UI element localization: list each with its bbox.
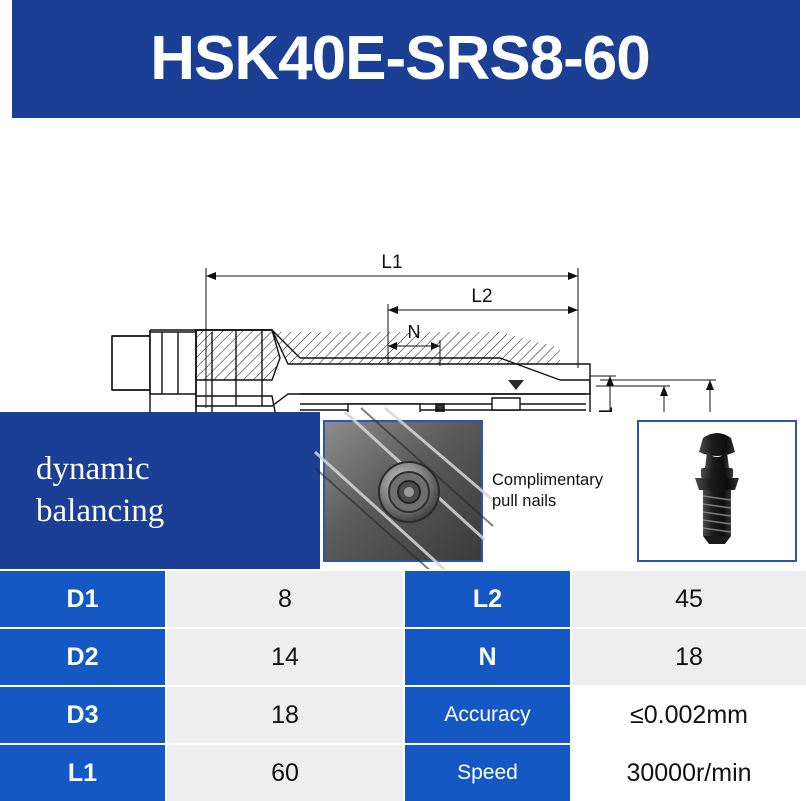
shaft-photo-graphic (325, 422, 481, 560)
tool-holder-drawing (0, 118, 800, 410)
technical-drawing (0, 118, 800, 410)
pull-nail-graphic (639, 422, 795, 560)
spec-label-d2: D2 (0, 629, 165, 685)
balanced-shaft-photo (323, 420, 483, 562)
feature-headline-line1: dynamic (36, 451, 150, 488)
feature-strip (0, 412, 800, 569)
pull-nail-caption (492, 470, 642, 512)
dimension-label-N: N (407, 322, 421, 342)
dimension-label-L1: L1 (381, 252, 403, 273)
title-left-accent (0, 0, 12, 118)
feature-headline-line2: balancing (36, 492, 165, 529)
dynamic-balancing-panel (0, 412, 320, 569)
pull-nail-caption-line2: pull nails (492, 492, 557, 511)
spec-value-d1: 8 (167, 571, 403, 627)
spec-label-accuracy: Accuracy (405, 687, 570, 743)
spec-value-l1: 60 (167, 745, 403, 801)
spec-label-l1: L1 (0, 745, 165, 801)
spec-value-d3: 18 (167, 687, 403, 743)
spec-label-n: N (405, 629, 570, 685)
dimension-label-L2: L2 (471, 286, 493, 307)
pull-nail-photo (637, 420, 797, 562)
spec-table (0, 569, 800, 800)
spec-value-n: 18 (572, 629, 806, 685)
pull-nail-caption-line1: Complimentary (492, 471, 603, 489)
page-title: HSK40E-SRS8-60 (150, 24, 650, 93)
spec-value-d2: 14 (167, 629, 403, 685)
spec-label-speed: Speed (405, 745, 570, 801)
spec-label-l2: L2 (405, 571, 570, 627)
title-banner (0, 0, 800, 118)
spec-label-d1: D1 (0, 571, 165, 627)
spec-label-d3: D3 (0, 687, 165, 743)
spec-value-speed: 30000r/min (572, 745, 806, 801)
spec-value-l2: 45 (572, 571, 806, 627)
spec-value-accuracy: ≤0.002mm (572, 687, 806, 743)
